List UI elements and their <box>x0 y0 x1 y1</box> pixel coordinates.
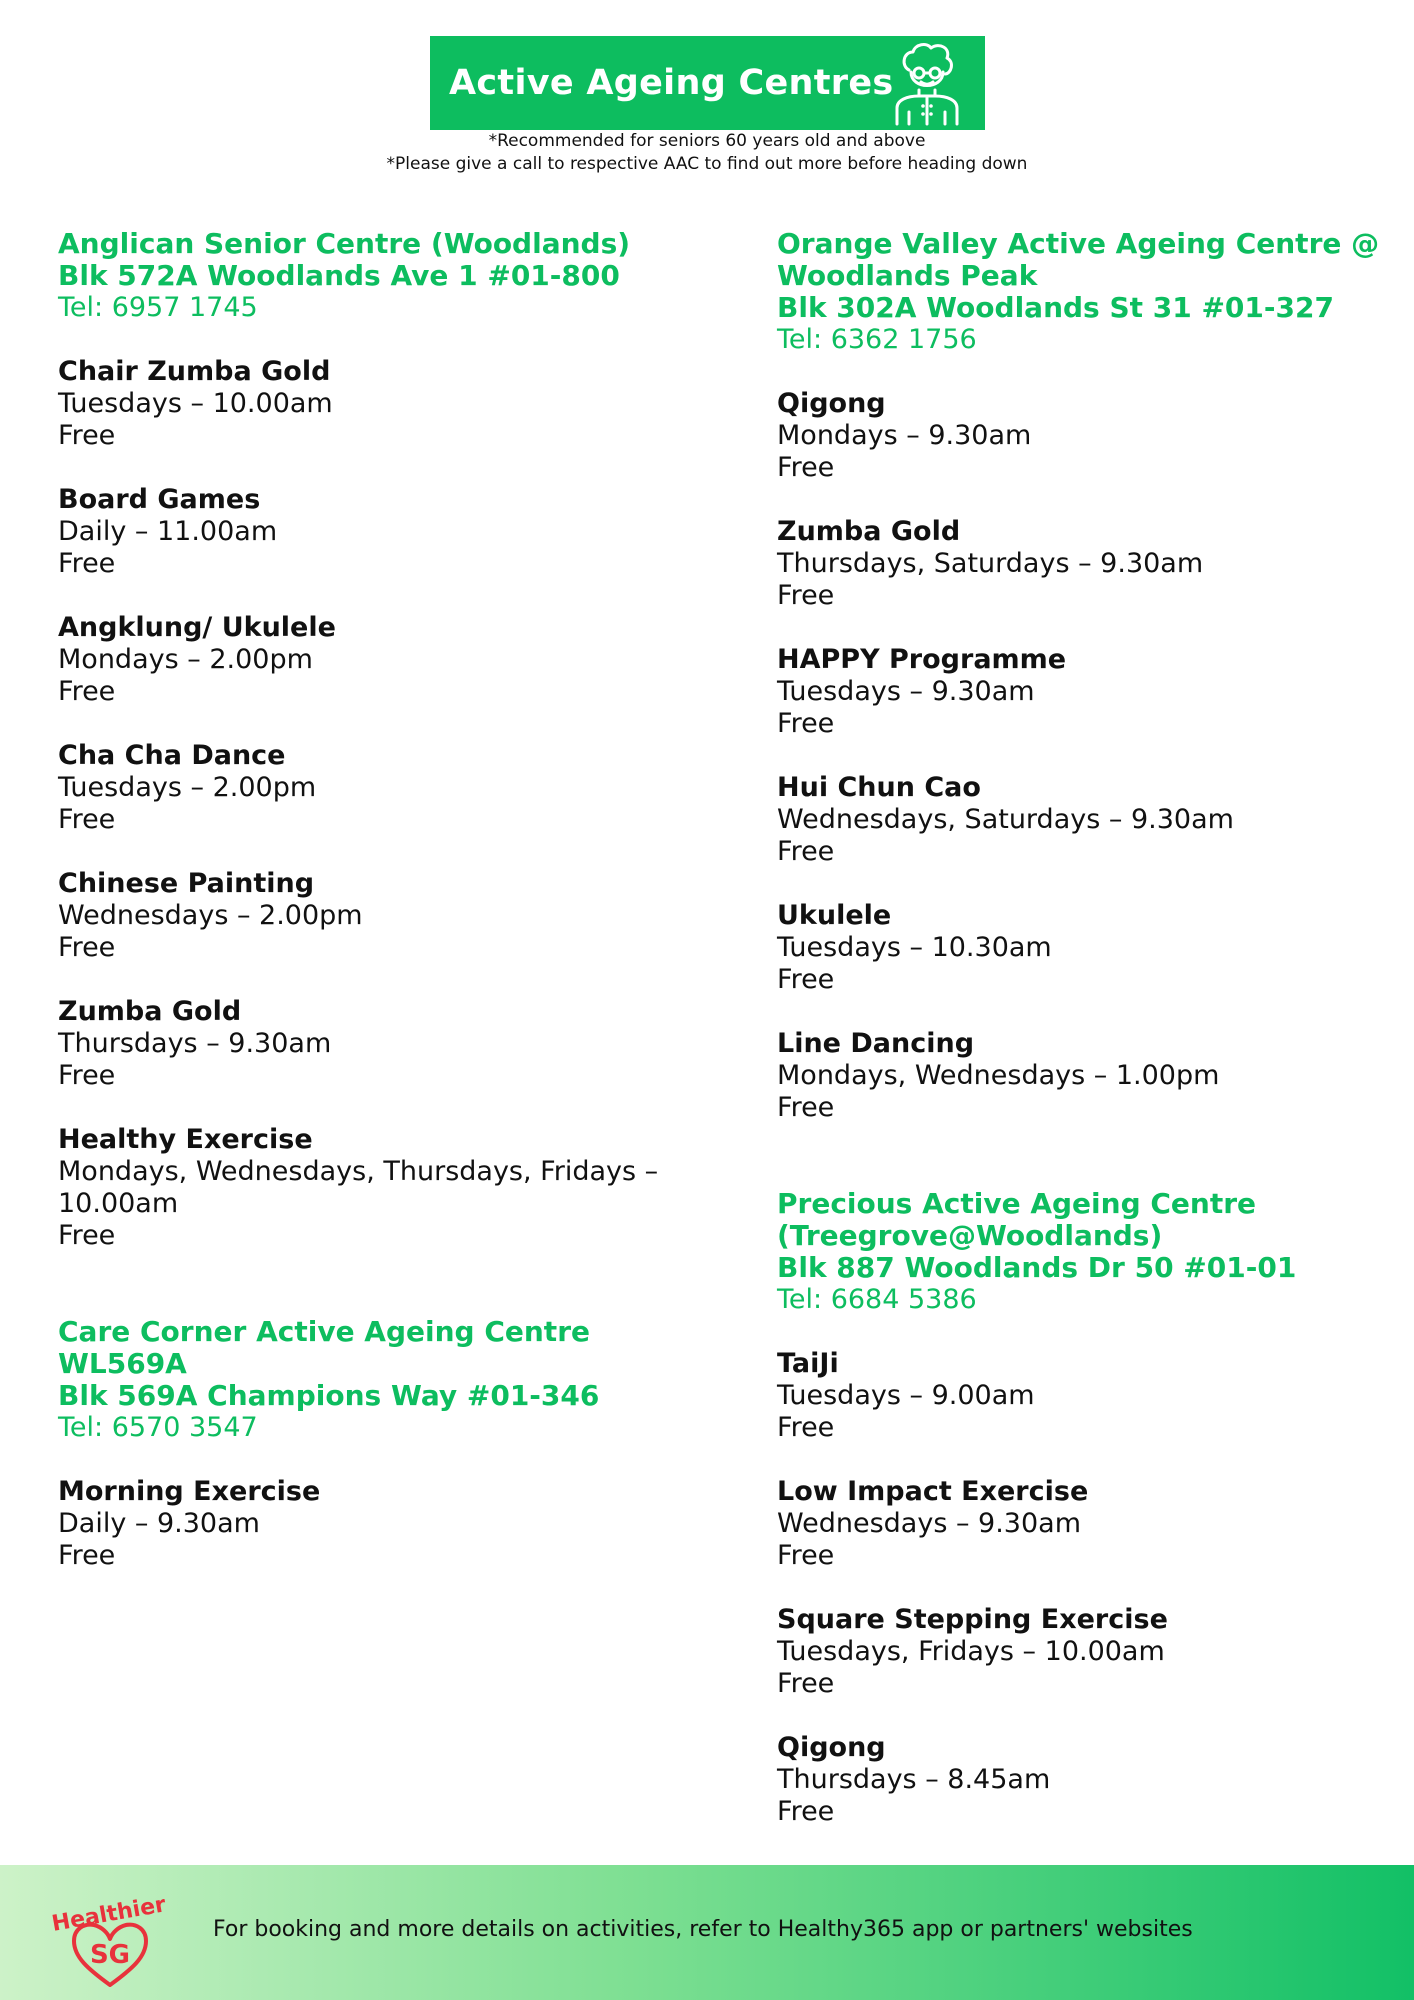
centre-phone: Tel: 6957 1745 <box>58 292 258 323</box>
activity-item <box>777 644 1397 740</box>
centre-block <box>777 228 1397 356</box>
activity-price: Free <box>777 836 835 867</box>
activity-item <box>777 516 1397 612</box>
title-banner <box>430 36 985 130</box>
svg-text:SG: SG <box>89 1940 131 1970</box>
activity-price: Free <box>58 676 116 707</box>
activity-name: Angklung/ Ukulele <box>58 612 336 643</box>
activity-price: Free <box>777 1796 835 1827</box>
activity-schedule: Thursdays – 9.30am <box>58 1028 332 1059</box>
activity-price: Free <box>58 1540 116 1571</box>
note-call: *Please give a call to respective AAC to find out more before heading down <box>386 154 1028 174</box>
activity-item <box>777 388 1397 484</box>
activity-name: Cha Cha Dance <box>58 740 286 771</box>
activity-item <box>777 900 1397 996</box>
footer <box>0 1865 1414 2000</box>
activity-item <box>58 868 718 964</box>
activity-item <box>777 1604 1397 1700</box>
activity-schedule: Daily – 11.00am <box>58 516 278 547</box>
right-column <box>777 228 1397 1860</box>
centre-address: Blk 572A Woodlands Ave 1 #01-800 <box>58 259 620 292</box>
activity-name: Chair Zumba Gold <box>58 356 331 387</box>
activity-item <box>777 1028 1397 1124</box>
activity-schedule: Mondays – 2.00pm <box>58 644 313 675</box>
activity-price: Free <box>777 1668 835 1699</box>
activity-item <box>58 1124 718 1252</box>
page-title: Active Ageing Centres <box>449 63 894 103</box>
activity-item <box>777 1476 1397 1572</box>
activity-price: Free <box>777 580 835 611</box>
activity-name: TaiJi <box>777 1348 839 1379</box>
activity-name: HAPPY Programme <box>777 644 1067 675</box>
activity-price: Free <box>777 964 835 995</box>
activity-item <box>58 740 718 836</box>
footer-booking-text: For booking and more details on activities, refer to Healthy365 app or partners' websites <box>213 1917 1193 1942</box>
activity-name: Healthy Exercise <box>58 1124 313 1155</box>
centre-address: Blk 569A Champions Way #01-346 <box>58 1379 600 1412</box>
notes <box>0 130 1414 176</box>
activity-price: Free <box>58 1060 116 1091</box>
activity-item <box>58 356 718 452</box>
activity-name: Square Stepping Exercise <box>777 1604 1168 1635</box>
activity-schedule: Mondays, Wednesdays – 1.00pm <box>777 1060 1220 1091</box>
activity-price: Free <box>58 420 116 451</box>
activity-name: Zumba Gold <box>777 516 961 547</box>
activity-name: Morning Exercise <box>58 1476 321 1507</box>
activity-name: Board Games <box>58 484 261 515</box>
activity-price: Free <box>777 1540 835 1571</box>
activity-name: Ukulele <box>777 900 892 931</box>
activity-schedule: Mondays, Wednesdays, Thursdays, Fridays – 10.00am <box>58 1156 659 1219</box>
centre-name: Care Corner Active Ageing Centre WL569A <box>58 1315 590 1380</box>
activity-schedule: Wednesdays, Saturdays – 9.30am <box>777 804 1234 835</box>
left-column <box>58 228 718 1604</box>
centre-phone: Tel: 6570 3547 <box>58 1412 258 1443</box>
centre-block <box>58 1316 718 1444</box>
activity-schedule: Daily – 9.30am <box>58 1508 260 1539</box>
activity-item <box>777 1732 1397 1828</box>
activity-price: Free <box>777 1412 835 1443</box>
activity-name: Hui Chun Cao <box>777 772 981 803</box>
activity-price: Free <box>777 708 835 739</box>
activity-price: Free <box>58 932 116 963</box>
activity-schedule: Tuesdays – 10.00am <box>58 388 333 419</box>
activity-item <box>58 612 718 708</box>
activity-schedule: Wednesdays – 2.00pm <box>58 900 363 931</box>
activity-name: Qigong <box>777 388 886 419</box>
centre-address: Blk 887 Woodlands Dr 50 #01-01 <box>777 1251 1297 1284</box>
activity-price: Free <box>777 452 835 483</box>
centre-address: Blk 302A Woodlands St 31 #01-327 <box>777 291 1334 324</box>
activity-schedule: Tuesdays, Fridays – 10.00am <box>777 1636 1165 1667</box>
centre-name: Precious Active Ageing Centre (Treegrove@Woodlands) <box>777 1187 1257 1252</box>
activity-item <box>777 772 1397 868</box>
healthier-sg-logo <box>48 1877 173 1989</box>
activity-item <box>58 996 718 1092</box>
activity-schedule: Tuesdays – 2.00pm <box>58 772 317 803</box>
centre-name: Anglican Senior Centre (Woodlands) <box>58 227 631 260</box>
activity-schedule: Thursdays, Saturdays – 9.30am <box>777 548 1204 579</box>
activity-schedule: Mondays – 9.30am <box>777 420 1032 451</box>
centre-phone: Tel: 6362 1756 <box>777 324 977 355</box>
activity-schedule: Tuesdays – 10.30am <box>777 932 1052 963</box>
activity-name: Zumba Gold <box>58 996 242 1027</box>
activity-name: Line Dancing <box>777 1028 975 1059</box>
activity-price: Free <box>58 548 116 579</box>
svg-text:Healthier: Healthier <box>49 1892 168 1937</box>
note-age: *Recommended for seniors 60 years old and above <box>488 131 926 151</box>
activity-schedule: Wednesdays – 9.30am <box>777 1508 1082 1539</box>
activity-schedule: Thursdays – 8.45am <box>777 1764 1051 1795</box>
centre-block <box>777 1188 1397 1316</box>
activity-schedule: Tuesdays – 9.00am <box>777 1380 1035 1411</box>
activity-name: Qigong <box>777 1732 886 1763</box>
centre-phone: Tel: 6684 5386 <box>777 1284 977 1315</box>
activity-schedule: Tuesdays – 9.30am <box>777 676 1035 707</box>
centre-name: Orange Valley Active Ageing Centre @ Woodlands Peak <box>777 227 1380 292</box>
activity-name: Low Impact Exercise <box>777 1476 1089 1507</box>
activity-item <box>58 484 718 580</box>
activity-item <box>777 1348 1397 1444</box>
elderly-person-icon <box>889 40 965 126</box>
activity-item <box>58 1476 718 1572</box>
activity-price: Free <box>777 1092 835 1123</box>
activity-name: Chinese Painting <box>58 868 315 899</box>
centre-block <box>58 228 718 324</box>
activity-price: Free <box>58 804 116 835</box>
activity-price: Free <box>58 1220 116 1251</box>
